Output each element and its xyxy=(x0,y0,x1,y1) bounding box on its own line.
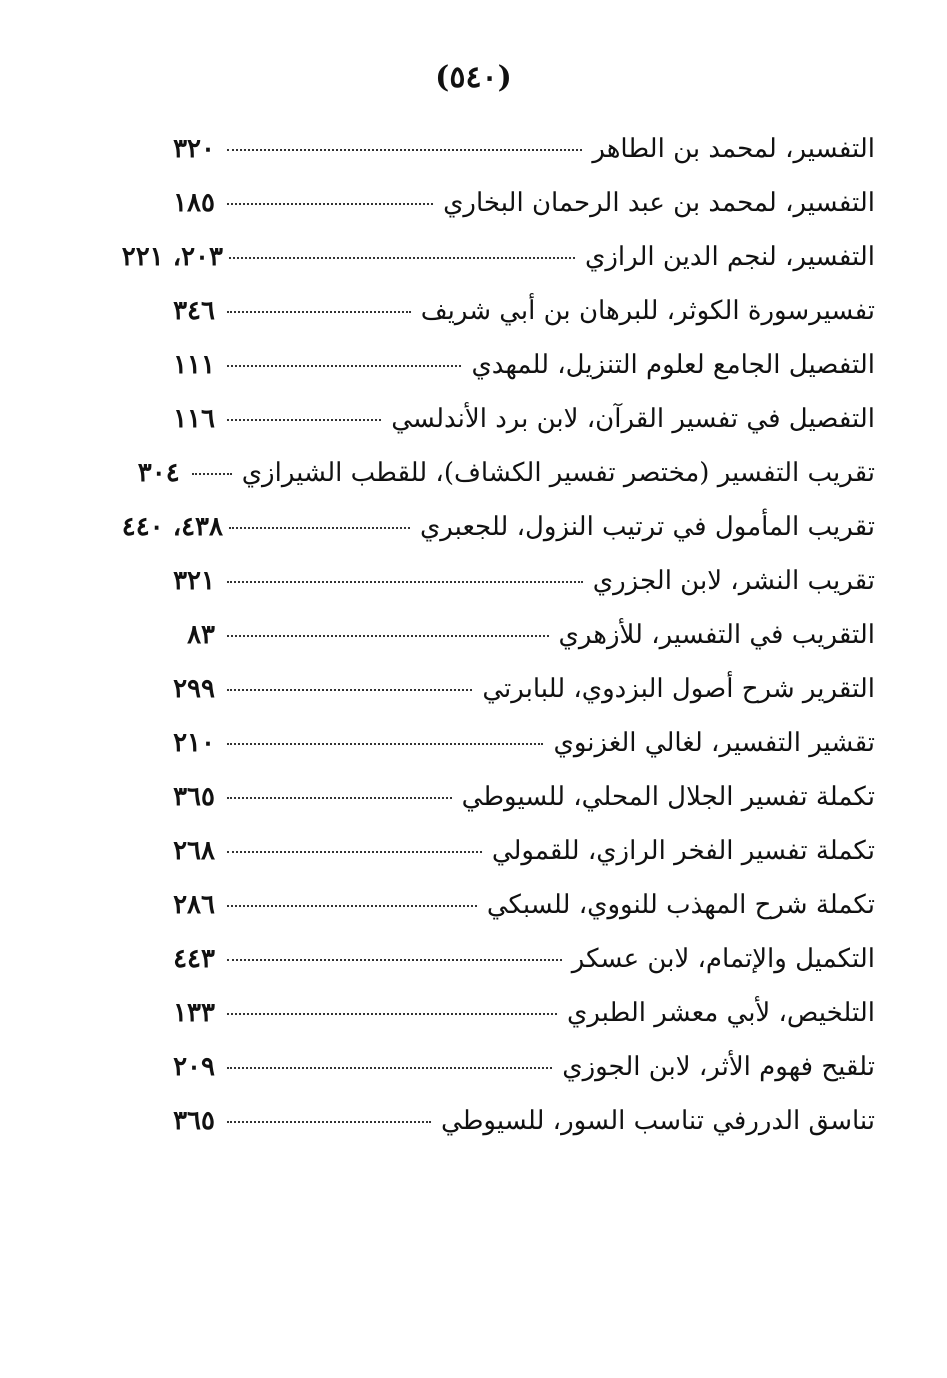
entry-title: التفسير، لمحمد بن عبد الرحمان البخاري xyxy=(443,188,875,218)
index-entry xyxy=(105,836,875,890)
entry-title: تكملة تفسير الجلال المحلي، للسيوطي xyxy=(461,782,875,812)
entry-pages: ٨٣ xyxy=(187,620,215,650)
entry-title: تقشير التفسير، لغالي الغزنوي xyxy=(553,728,875,758)
dot-leader xyxy=(227,419,381,421)
entry-pages: ٢٦٨ xyxy=(173,836,215,866)
index-entry xyxy=(105,134,875,188)
entry-pages: ٢٩٩ xyxy=(173,674,215,704)
entry-title: تكملة شرح المهذب للنووي، للسبكي xyxy=(486,890,875,920)
index-entry xyxy=(105,1106,875,1160)
entry-pages: ٣٢١ xyxy=(173,566,215,596)
index-entry xyxy=(105,404,875,458)
entry-pages: ٣٤٦ xyxy=(173,296,215,326)
index-list xyxy=(105,134,875,1160)
index-entry xyxy=(105,242,875,296)
entry-pages: ٢٠٣، ٢٢١ xyxy=(121,242,223,272)
entry-title: تقريب المأمول في ترتيب النزول، للجعبري xyxy=(419,512,875,542)
dot-leader xyxy=(227,851,482,853)
entry-title: التلخيص، لأبي معشر الطبري xyxy=(566,998,875,1028)
page-number: (٥٤٠) xyxy=(435,60,512,95)
entry-pages: ١٨٥ xyxy=(173,188,215,218)
dot-leader xyxy=(227,581,583,583)
entry-title: تفسيرسورة الكوثر، للبرهان بن أبي شريف xyxy=(420,296,875,326)
entry-pages: ٤٤٣ xyxy=(173,944,215,974)
entry-pages: ٤٣٨، ٤٤٠ xyxy=(121,512,223,542)
index-entry xyxy=(105,458,875,512)
dot-leader xyxy=(227,743,543,745)
entry-title: التكميل والإتمام، لابن عسكر xyxy=(571,944,875,974)
entry-pages: ٣٠٤ xyxy=(137,458,180,488)
entry-pages: ٢٠٩ xyxy=(173,1052,215,1082)
dot-leader xyxy=(227,1121,431,1123)
index-entry xyxy=(105,1052,875,1106)
dot-leader xyxy=(227,1067,552,1069)
entry-title: تناسق الدررفي تناسب السور، للسيوطي xyxy=(441,1106,875,1136)
entry-title: تقريب النشر، لابن الجزري xyxy=(592,566,875,596)
entry-pages: ١٣٣ xyxy=(173,998,215,1028)
entry-pages: ١١٦ xyxy=(173,404,215,434)
dot-leader xyxy=(227,149,582,151)
dot-leader xyxy=(227,365,461,367)
dot-leader xyxy=(227,689,472,691)
index-entry xyxy=(105,674,875,728)
entry-pages: ٣٦٥ xyxy=(173,782,215,812)
entry-pages: ١١١ xyxy=(173,350,215,380)
entry-title: التفصيل في تفسير القرآن، لابن برد الأندلسي xyxy=(391,404,875,434)
dot-leader xyxy=(227,905,477,907)
index-entry xyxy=(105,350,875,404)
index-entry xyxy=(105,728,875,782)
entry-pages: ٣٢٠ xyxy=(173,134,215,164)
dot-leader xyxy=(229,527,410,529)
entry-title: تقريب التفسير (مختصر تفسير الكشاف)، للقطب الشيرازي xyxy=(241,458,875,488)
entry-pages: ٢١٠ xyxy=(173,728,215,758)
dot-leader xyxy=(227,311,411,313)
dot-leader xyxy=(192,473,232,475)
dot-leader xyxy=(227,797,452,799)
dot-leader xyxy=(227,635,549,637)
entry-title: التفسير، لمحمد بن الطاهر xyxy=(592,134,875,164)
index-entry xyxy=(105,998,875,1052)
entry-title: التقريب في التفسير، للأزهري xyxy=(558,620,875,650)
index-entry xyxy=(105,296,875,350)
index-entry xyxy=(105,890,875,944)
index-entry xyxy=(105,188,875,242)
index-entry xyxy=(105,512,875,566)
index-entry xyxy=(105,782,875,836)
entry-title: تكملة تفسير الفخر الرازي، للقمولي xyxy=(491,836,875,866)
dot-leader xyxy=(227,1013,557,1015)
entry-title: التفسير، لنجم الدين الرازي xyxy=(584,242,875,272)
index-entry xyxy=(105,566,875,620)
dot-leader xyxy=(229,257,575,259)
entry-pages: ٢٨٦ xyxy=(173,890,215,920)
entry-title: التقرير شرح أصول البزدوي، للبابرتي xyxy=(482,674,875,704)
index-entry xyxy=(105,620,875,674)
entry-title: التفصيل الجامع لعلوم التنزيل، للمهدي xyxy=(471,350,875,380)
entry-title: تلقيح فهوم الأثر، لابن الجوزي xyxy=(562,1052,875,1082)
entry-pages: ٣٦٥ xyxy=(173,1106,215,1136)
index-entry xyxy=(105,944,875,998)
dot-leader xyxy=(227,959,562,961)
dot-leader xyxy=(227,203,433,205)
